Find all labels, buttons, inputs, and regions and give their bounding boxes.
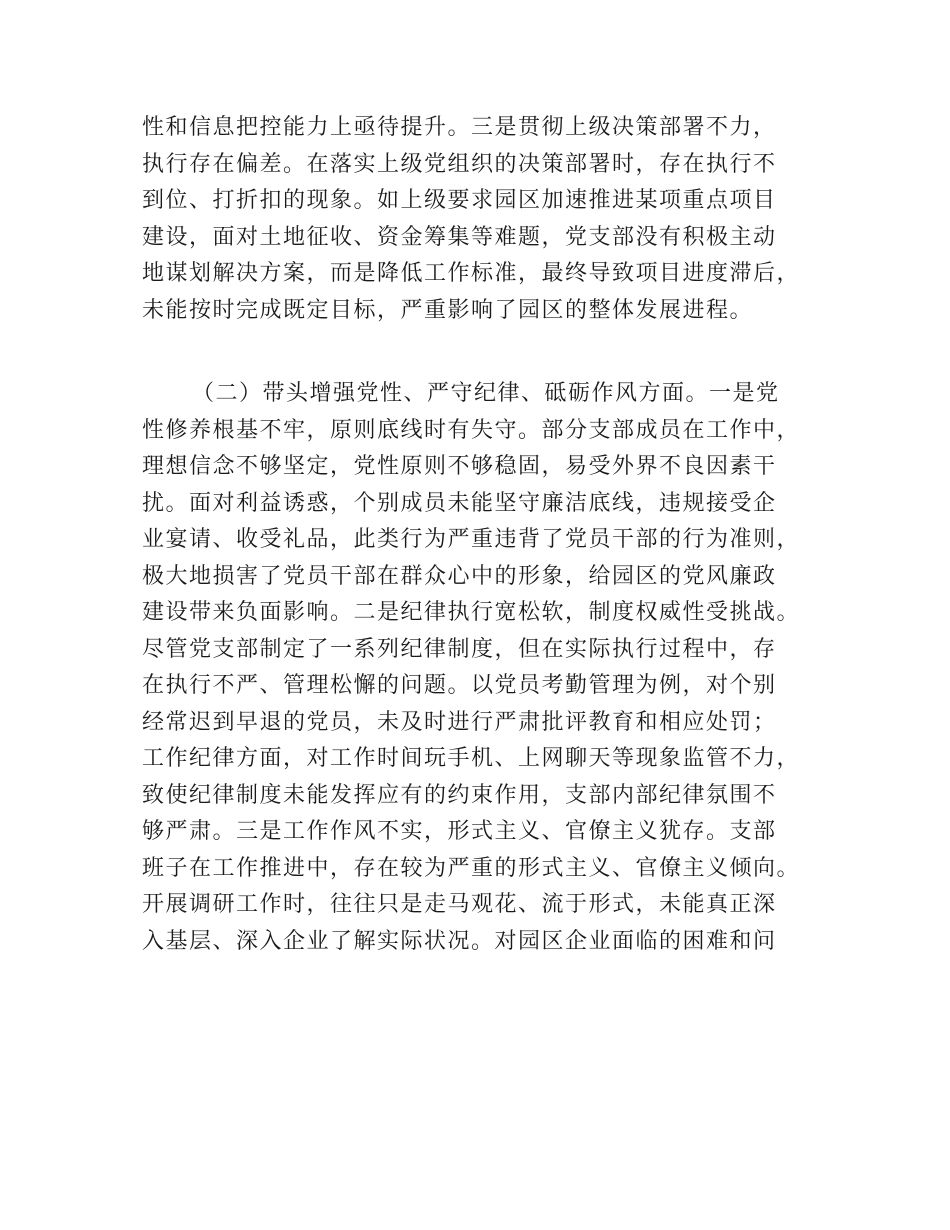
paragraph-section-2 — [142, 376, 832, 960]
text-line: 建设，面对土地征收、资金筹集等难题，党支部没有积极主动 — [142, 224, 777, 250]
text-line: 地谋划解决方案，而是降低工作标准，最终导致项目进度滞后， — [142, 261, 801, 286]
text-line: 未能按时完成既定目标，严重影响了园区的整体发展进程。 — [142, 297, 754, 323]
text-line: 在执行不严、管理松懈的问题。以党员考勤管理为例，对个别 — [142, 673, 777, 698]
text-line: 工作纪律方面，对工作时间玩手机、上网聊天等现象监管不力， — [142, 746, 801, 771]
text-line: 经常迟到早退的党员，未及时进行严肃批评教育和相应处罚； — [142, 709, 777, 735]
paragraph-continued — [142, 110, 832, 329]
text-line: 够严肃。三是工作作风不实，形式主义、官僚主义犹存。支部 — [142, 819, 777, 844]
text-line: 理想信念不够坚定，党性原则不够稳固，易受外界不良因素干 — [142, 454, 777, 479]
text-line: 性修养根基不牢，原则底线时有失守。部分支部成员在工作中， — [142, 417, 801, 443]
text-line: 极大地损害了党员干部在群众心中的形象，给园区的党风廉政 — [142, 563, 777, 589]
text-line: 尽管党支部制定了一系列纪律制度，但在实际执行过程中，存 — [142, 636, 777, 662]
text-line: （二）带头增强党性、严守纪律、砥砺作风方面。一是党 — [192, 381, 780, 406]
text-line: 入基层、深入企业了解实际状况。对园区企业面临的困难和问 — [142, 928, 777, 954]
text-line: 性和信息把控能力上亟待提升。三是贯彻上级决策部署不力， — [142, 115, 777, 140]
text-line: 执行存在偏差。在落实上级党组织的决策部署时，存在执行不 — [142, 151, 777, 177]
text-line: 业宴请、收受礼品，此类行为严重违背了党员干部的行为准则， — [142, 527, 801, 552]
text-line: 建设带来负面影响。二是纪律执行宽松软，制度权威性受挑战。 — [142, 600, 801, 625]
text-line: 致使纪律制度未能发挥应有的约束作用，支部内部纪律氛围不 — [142, 782, 777, 808]
text-line: 开展调研工作时，往往只是走马观花、流于形式，未能真正深 — [142, 892, 777, 917]
text-line: 到位、打折扣的现象。如上级要求园区加速推进某项重点项目 — [142, 188, 777, 213]
text-line: 扰。面对利益诱惑，个别成员未能坚守廉洁底线，违规接受企 — [142, 490, 777, 516]
text-line: 班子在工作推进中，存在较为严重的形式主义、官僚主义倾向。 — [142, 855, 801, 881]
